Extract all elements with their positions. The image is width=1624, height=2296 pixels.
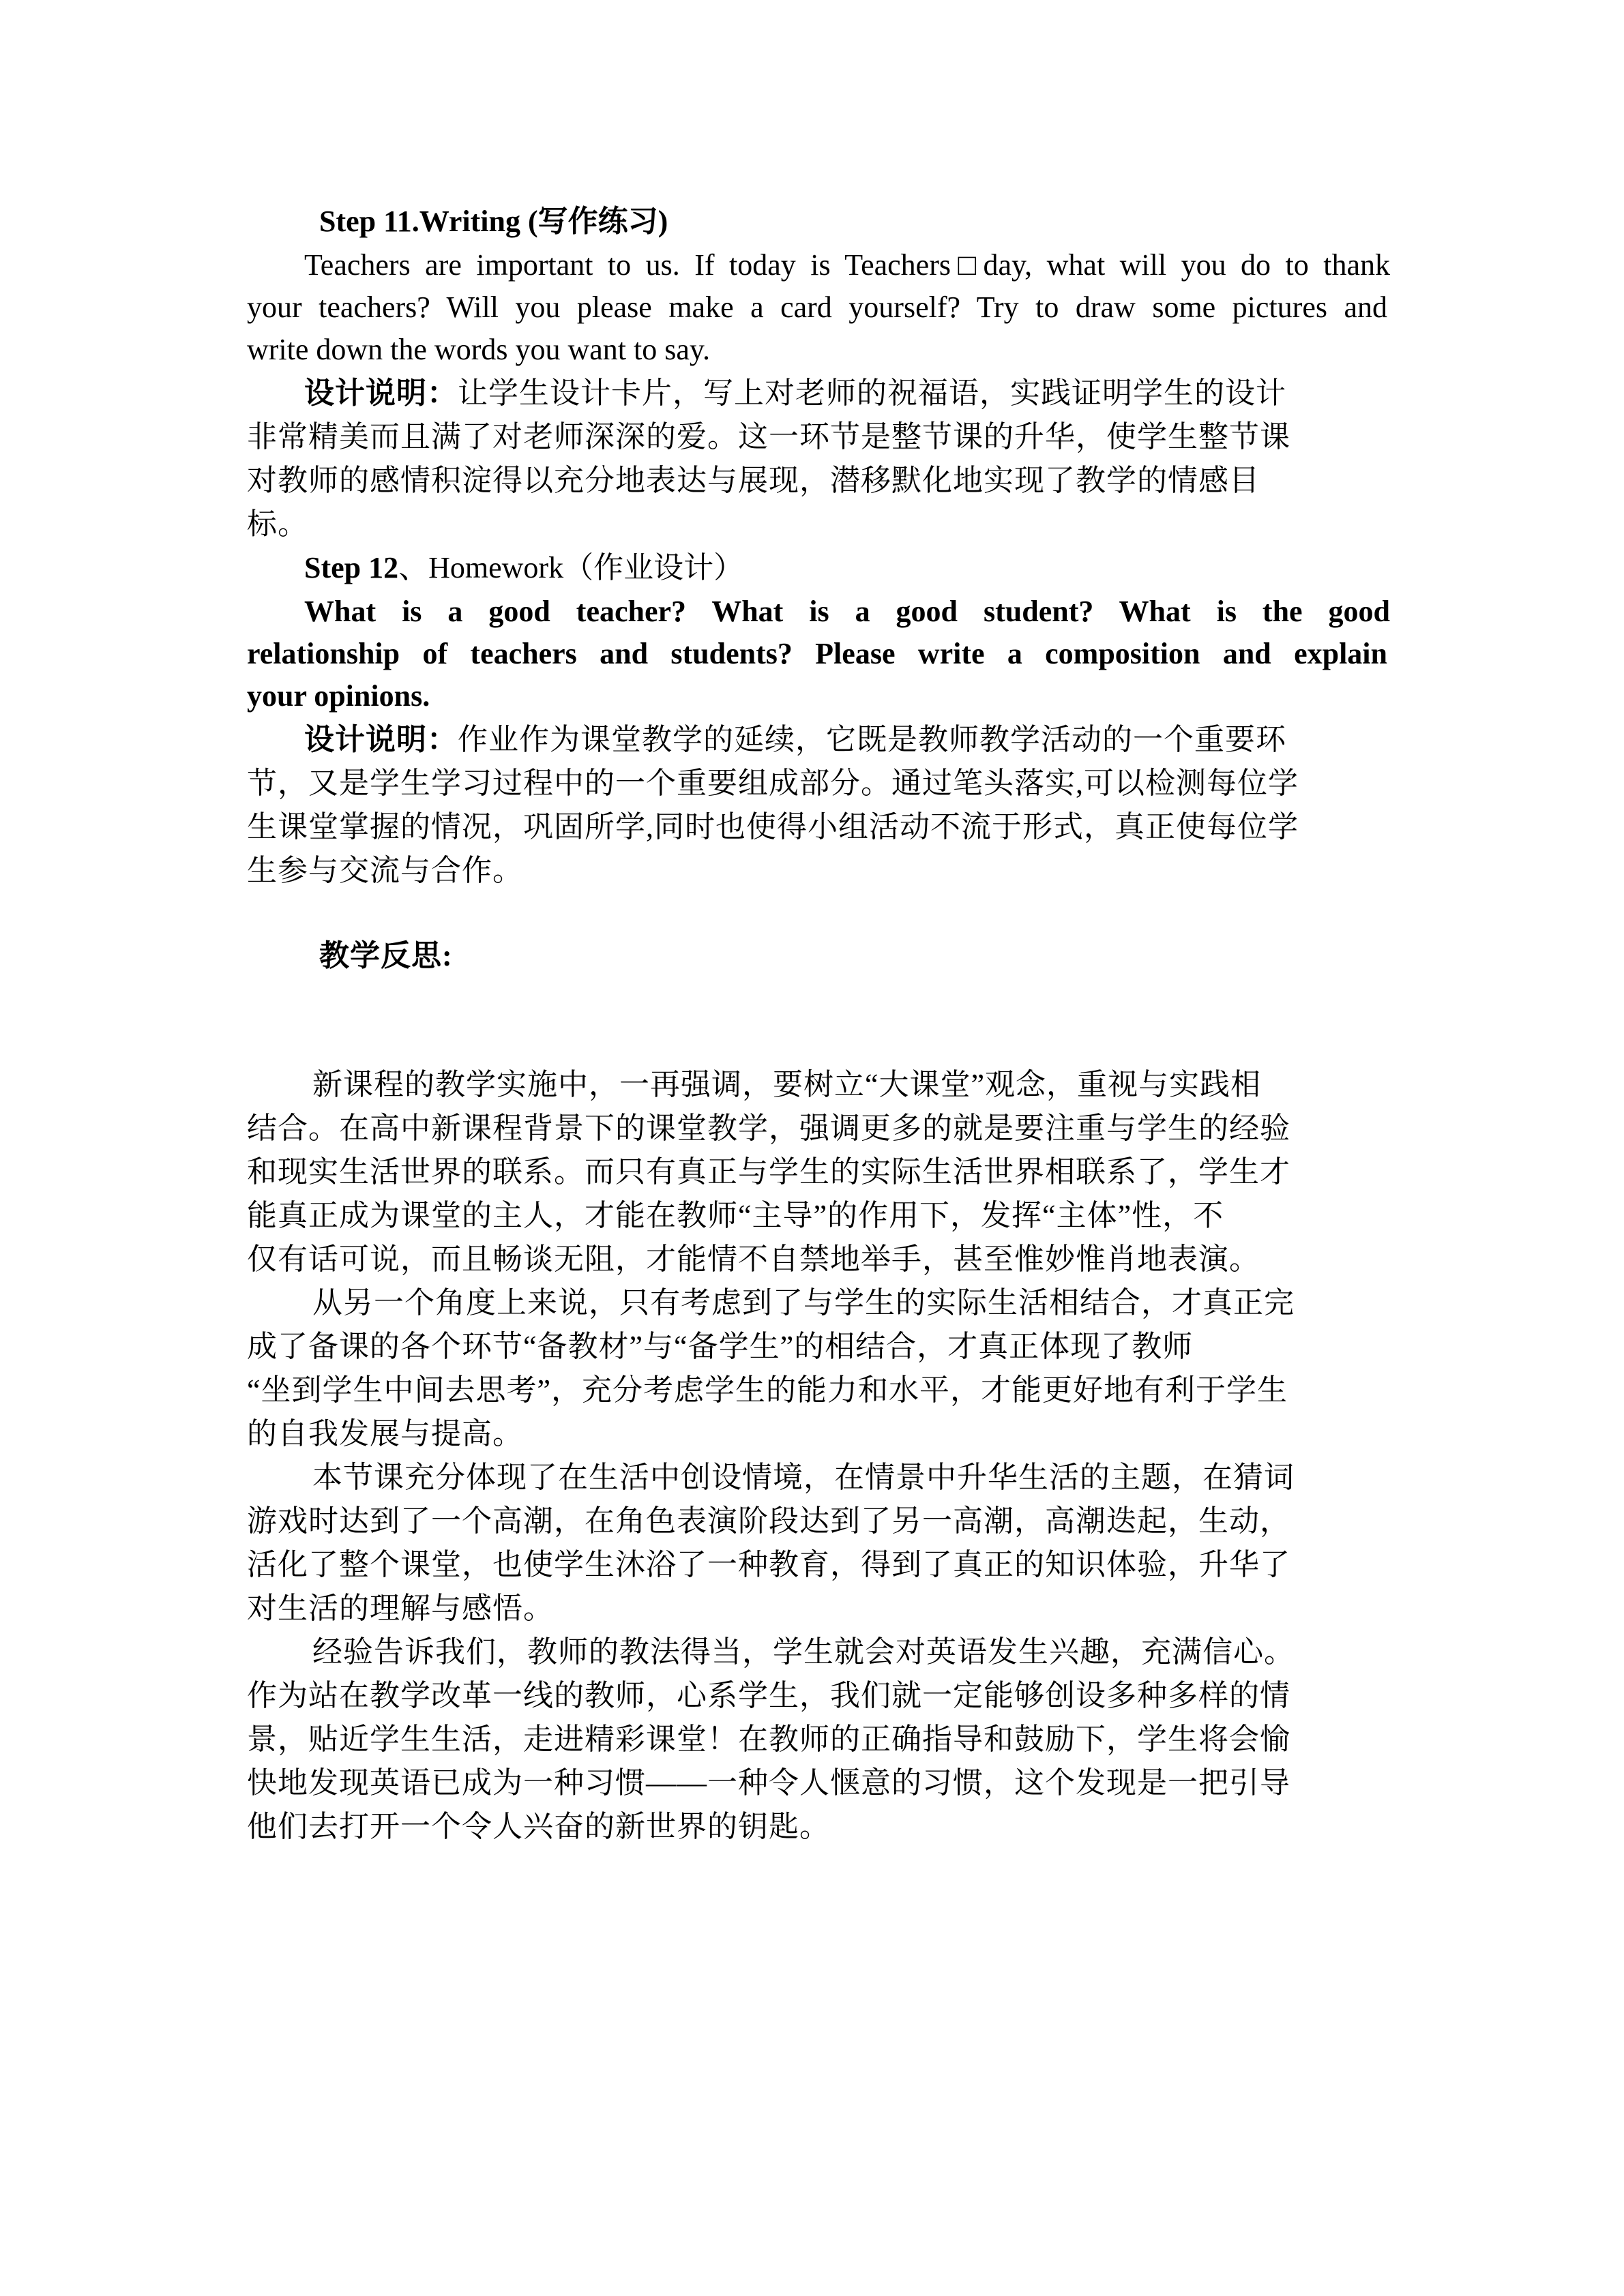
reflection-line: 景，贴近学生生活，走进精彩课堂！在教师的正确指导和鼓励下，学生将会愉 xyxy=(247,1723,1290,1756)
reflection-line: 游戏时达到了一个高潮，在角色表演阶段达到了另一高潮，高潮迭起，生动， xyxy=(247,1504,1290,1538)
design-text: 让学生设计卡片，写上对老师的祝福语，实践证明学生的设计 xyxy=(458,376,1286,410)
reflection-line: 仅有话可说，而且畅谈无阻，才能情不自禁地举手，甚至惟妙惟肖地表演。 xyxy=(247,1242,1260,1276)
reflection-line: 能真正成为课堂的主人，才能在教师“主导”的作用下，发挥“主体”性，不 xyxy=(247,1199,1224,1232)
step11-heading: Step 11.Writing (写作练习) xyxy=(319,205,668,238)
reflection-line: 结合。在高中新课程背景下的课堂教学，强调更多的就是要注重与学生的经验 xyxy=(247,1112,1290,1145)
step11-line: your teachers? Will you please make a card yourself? Try to draw some pictures and xyxy=(247,290,1387,324)
step12-heading-rest: 、Homework（作业设计） xyxy=(398,551,744,584)
step12-design-line: 生参与交流与合作。 xyxy=(247,854,523,887)
step11-line: write down the words you want to say. xyxy=(247,333,711,366)
design-label: 设计说明： xyxy=(304,376,458,410)
reflection-line: 从另一个角度上来说，只有考虑到了与学生的实际生活相结合，才真正完 xyxy=(312,1286,1295,1320)
step12-question-line: your opinions. xyxy=(247,679,430,713)
step12-heading-bold: Step 12 xyxy=(304,551,399,584)
reflection-line: 的自我发展与提高。 xyxy=(247,1417,523,1450)
reflection-line: 作为站在教学改革一线的教师，心系学生，我们就一定能够创设多种多样的情 xyxy=(247,1679,1290,1712)
step11-line: Teachers are important to us. If today is Teachers□day, what will you do to thank xyxy=(304,248,1390,282)
step12-question-line: relationship of teachers and students? Please write a composition and explain xyxy=(247,637,1387,670)
reflection-line: 和现实生活世界的联系。而只有真正与学生的实际生活世界相联系了，学生才 xyxy=(247,1155,1290,1189)
step11-design-line: 标。 xyxy=(247,507,308,541)
reflection-line: 他们去打开一个令人兴奋的新世界的钥匙。 xyxy=(247,1810,830,1843)
reflection-line: 活化了整个课堂，也使学生沐浴了一种教育，得到了真正的知识体验，升华了 xyxy=(247,1548,1290,1581)
step12-design-line: 节，又是学生学习过程中的一个重要组成部分。通过笔头落实,可以检测每位学 xyxy=(247,766,1299,800)
step12-design xyxy=(304,721,1286,759)
reflection-line: “坐到学生中间去思考”，充分考虑学生的能力和水平，才能更好地有利于学生 xyxy=(247,1373,1288,1407)
reflection-line: 经验告诉我们，教师的教法得当，学生就会对英语发生兴趣，充满信心。 xyxy=(312,1635,1295,1669)
design-label: 设计说明： xyxy=(304,723,458,756)
reflection-line: 对生活的理解与感悟。 xyxy=(247,1592,554,1625)
design-text: 作业作为课堂教学的延续，它既是教师教学活动的一个重要环 xyxy=(458,723,1286,756)
reflection-line: 新课程的教学实施中，一再强调，要树立“大课堂”观念，重视与实践相 xyxy=(312,1068,1262,1101)
reflection-line: 成了备课的各个环节“备教材”与“备学生”的相结合，才真正体现了教师 xyxy=(247,1330,1194,1363)
step12-question-line: What is a good teacher? What is a good student? What is the good xyxy=(304,595,1390,628)
step12-heading xyxy=(304,549,743,587)
step11-design xyxy=(304,374,1286,413)
reflection-line: 本节课充分体现了在生活中创设情境，在情景中升华生活的主题，在猜词 xyxy=(312,1461,1295,1494)
step11-design-line: 对教师的感情积淀得以充分地表达与展现，潜移默化地实现了教学的情感目 xyxy=(247,464,1260,497)
reflection-line: 快地发现英语已成为一种习惯——一种令人惬意的习惯，这个发现是一把引导 xyxy=(247,1766,1290,1800)
reflection-heading: 教学反思: xyxy=(319,939,453,972)
step11-design-line: 非常精美而且满了对老师深深的爱。这一环节是整节课的升华，使学生整节课 xyxy=(247,420,1290,453)
step12-design-line: 生课堂掌握的情况，巩固所学,同时也使得小组活动不流于形式，真正使每位学 xyxy=(247,810,1299,844)
